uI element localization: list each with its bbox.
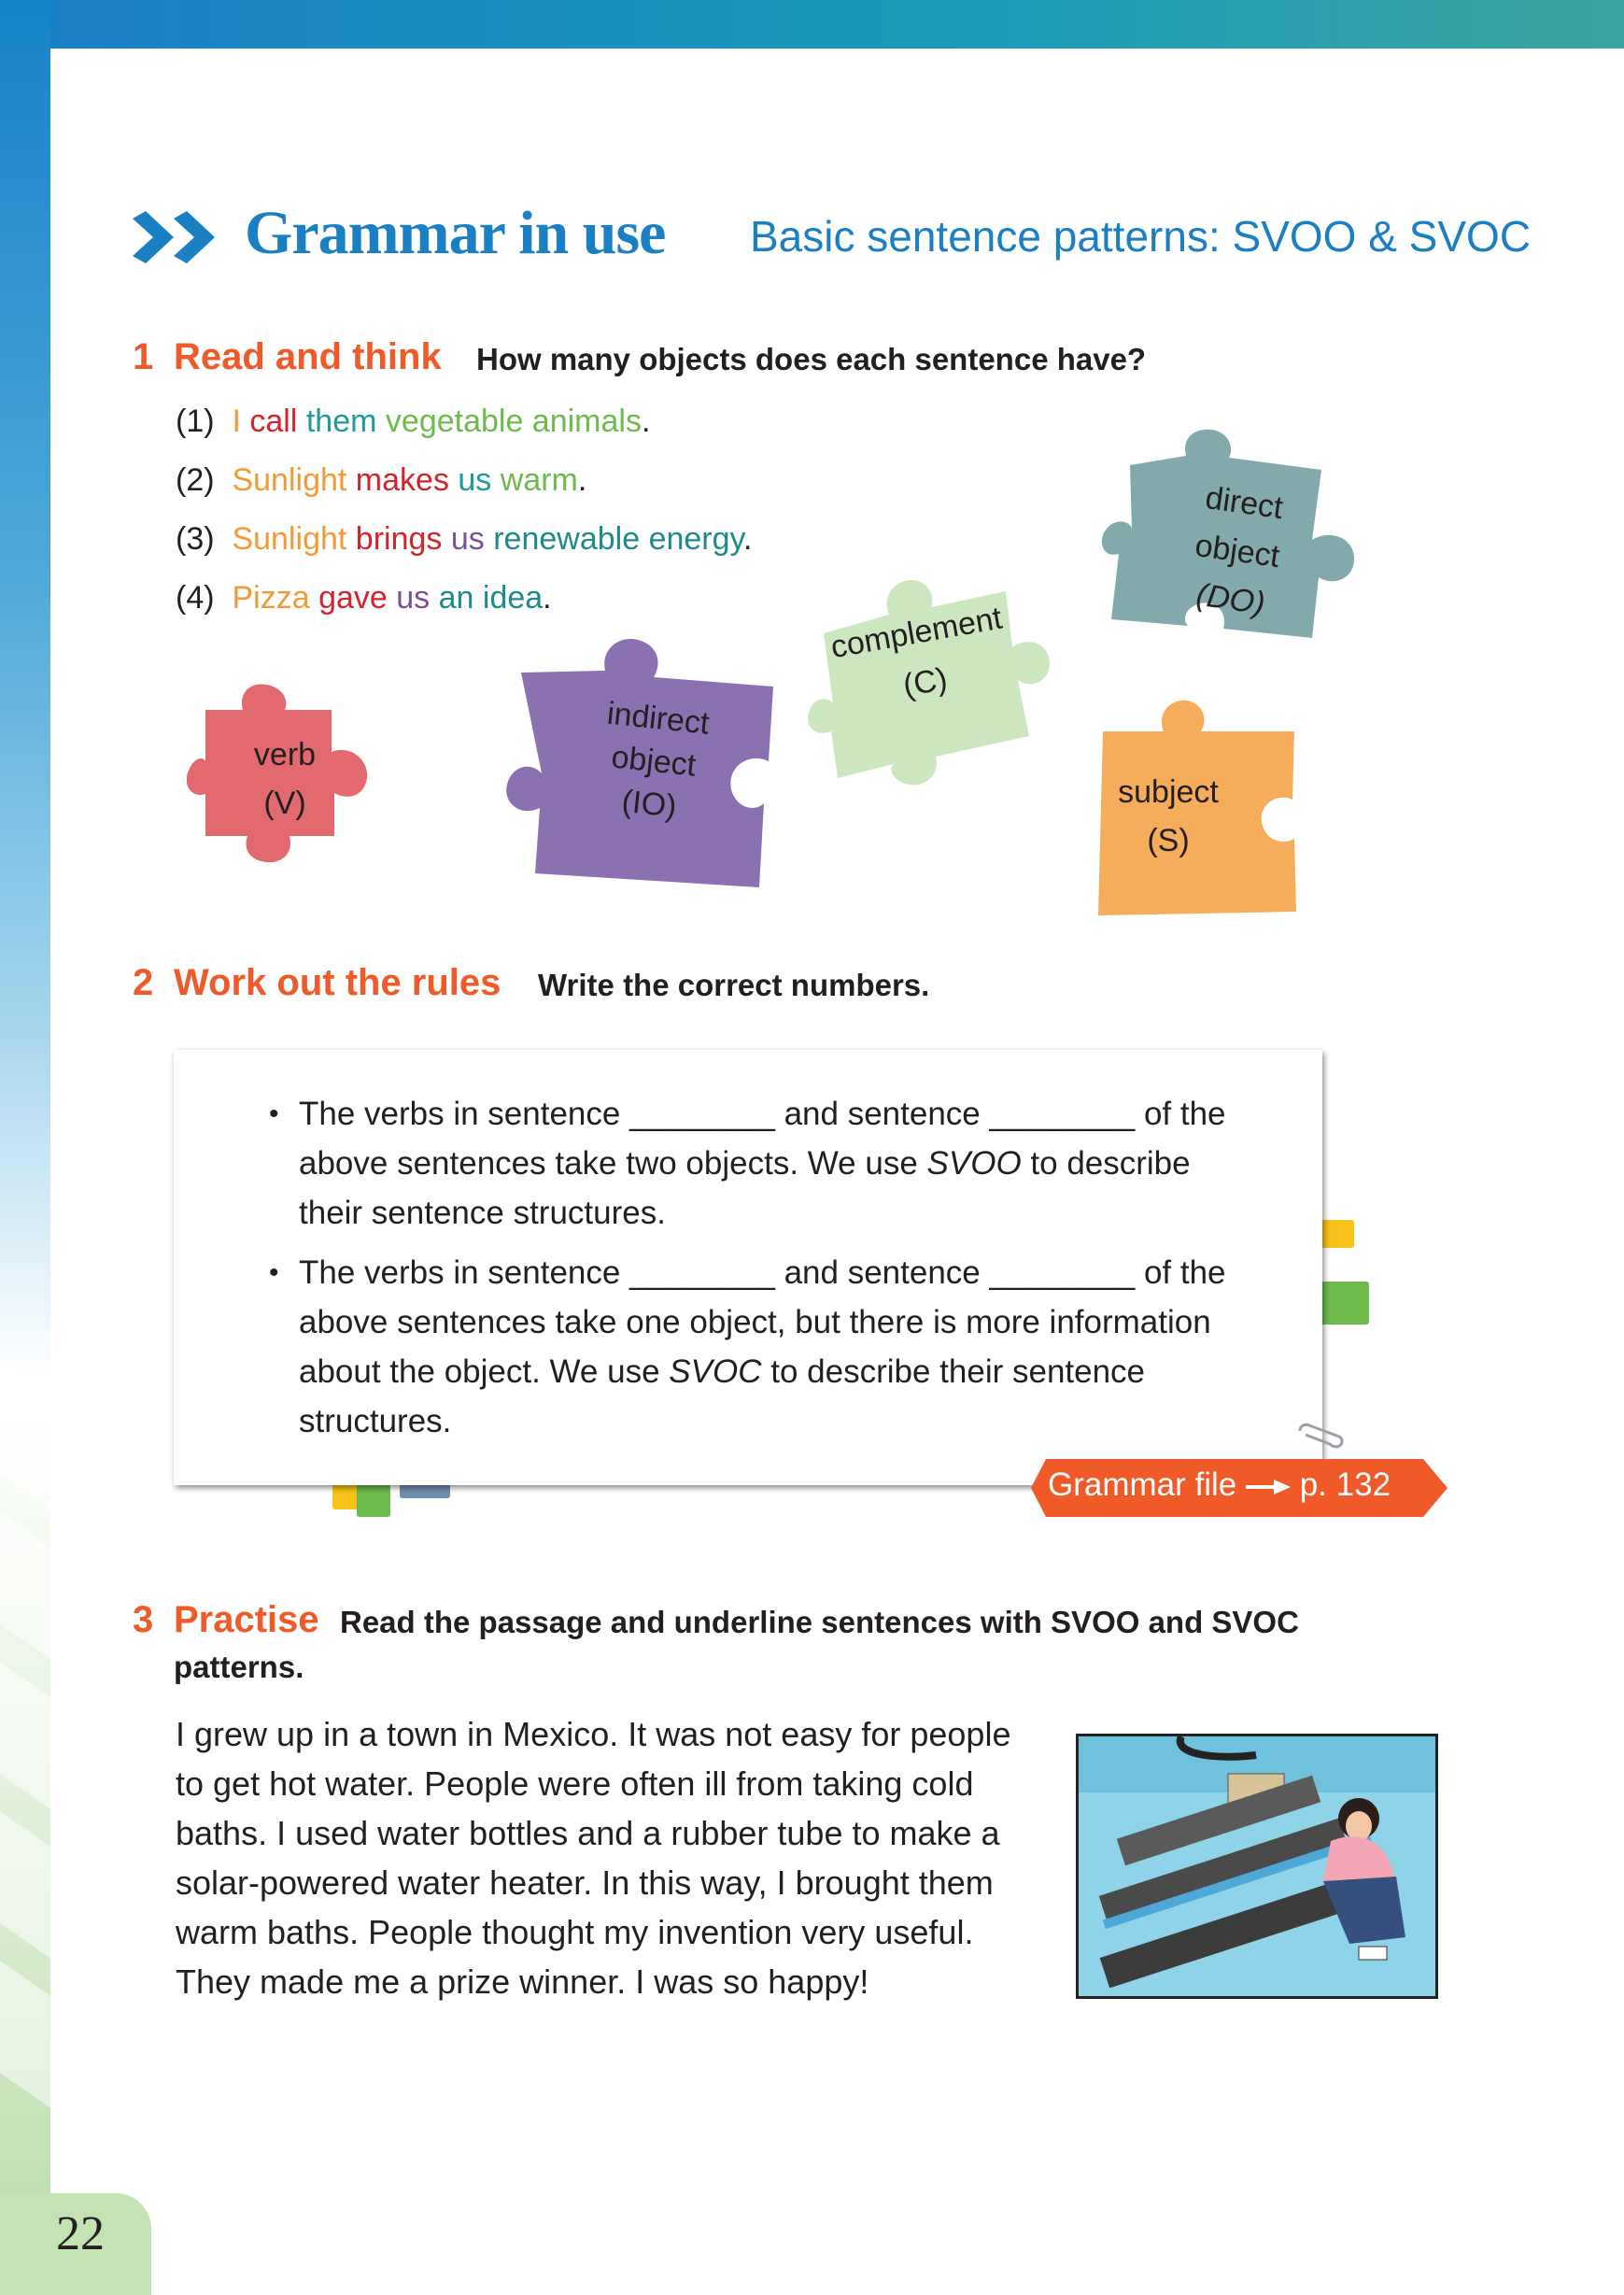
section-2-instruction: Write the correct numbers.: [538, 968, 930, 1002]
direct-object-word: renewable energy: [493, 521, 744, 557]
solar-heater-illustration: [1076, 1734, 1438, 1999]
decor-stripe: [0, 1363, 56, 1514]
indirect-object-word: us: [396, 580, 431, 616]
section-3-number: 3: [133, 1599, 154, 1640]
grammar-file-page[interactable]: p. 132: [1299, 1466, 1391, 1503]
sentence-1: [176, 404, 650, 440]
bullet-dot: •: [269, 1257, 279, 1288]
page-number: 22: [56, 2207, 105, 2260]
passage-line: warm baths. People thought my invention very useful.: [176, 1913, 974, 1951]
subject-word: Sunlight: [232, 462, 347, 498]
passage-line: to get hot water. People were often ill from taking cold: [176, 1764, 974, 1803]
answer-blank[interactable]: ________: [989, 1254, 1136, 1291]
double-chevron-icon: [133, 211, 220, 263]
section-3-instruction-cont: patterns.: [174, 1650, 304, 1684]
rule-term: SVOO: [926, 1145, 1022, 1182]
page-title: Grammar in use: [245, 199, 666, 267]
grammar-file-label[interactable]: Grammar file: [1048, 1466, 1237, 1503]
sentence-number: (4): [176, 580, 215, 616]
rule-text: about the object. We use: [299, 1353, 660, 1390]
rule-term: SVOC: [669, 1353, 762, 1390]
complement-word: vegetable animals: [385, 404, 642, 439]
rule-1: [299, 1089, 1289, 1238]
section-2-heading: Work out the rules: [174, 962, 501, 1003]
decor-tab-green: [357, 1483, 390, 1517]
verb-word: call: [249, 404, 298, 439]
direct-object-piece-label: [1158, 469, 1317, 632]
rule-text: and sentence: [784, 1096, 981, 1132]
rule-text: to describe their sentence: [770, 1353, 1146, 1390]
page-subtitle: Basic sentence patterns: SVOO & SVOC: [750, 212, 1532, 261]
period: .: [543, 580, 552, 616]
rule-text: The verbs in sentence: [299, 1096, 621, 1132]
subject-word: Pizza: [232, 580, 310, 616]
passage: [176, 1709, 1053, 2006]
decor-stripe: [0, 1811, 56, 1962]
sentence-4: [176, 580, 552, 616]
rule-text: structures.: [299, 1403, 452, 1439]
sentence-2: [176, 462, 586, 499]
section-2-number: 2: [133, 962, 154, 1003]
decor-stripe: [0, 1662, 56, 1813]
piece-line: indirect: [605, 695, 712, 742]
piece-line: (C): [900, 660, 951, 704]
piece-line: (IO): [620, 783, 679, 825]
piece-line: direct: [1203, 479, 1286, 527]
section-1-heading: Read and think: [174, 336, 442, 377]
rule-text: their sentence structures.: [299, 1195, 666, 1231]
subject-word: I: [232, 404, 241, 439]
section-1-number: 1: [133, 336, 154, 377]
answer-blank[interactable]: ________: [989, 1096, 1136, 1132]
period: .: [743, 521, 753, 557]
rule-text: of the: [1143, 1096, 1226, 1132]
period: .: [641, 404, 651, 439]
subject-word: Sunlight: [232, 521, 347, 557]
piece-line: object: [609, 739, 699, 784]
piece-line: subject: [1118, 774, 1219, 810]
direct-object-word: an idea: [438, 580, 544, 616]
indirect-object-word: us: [450, 521, 485, 557]
complement-word: warm: [500, 462, 578, 498]
passage-line: They made me a prize winner. I was so happy!: [176, 1962, 869, 2001]
rule-text: The verbs in sentence: [299, 1254, 621, 1291]
section-3-heading: Practise: [174, 1599, 319, 1640]
sentence-number: (1): [176, 404, 215, 439]
sentence-number: (2): [176, 462, 215, 498]
passage-line: I grew up in a town in Mexico. It was not easy for people: [176, 1715, 1011, 1753]
answer-blank[interactable]: ________: [629, 1096, 775, 1132]
verb-word: brings: [355, 521, 443, 557]
piece-line: (S): [1147, 823, 1190, 858]
section-1-instruction: How many objects does each sentence have?: [476, 342, 1147, 376]
paperclip-icon: [1296, 1422, 1345, 1450]
rule-text: and sentence: [784, 1254, 981, 1291]
piece-line: object: [1193, 527, 1282, 575]
piece-line: (V): [263, 786, 306, 821]
object-word: them: [305, 404, 377, 439]
bullet-dot: •: [269, 1098, 279, 1129]
section-3-instruction: Read the passage and underline sentences with SVOO and SVOC: [340, 1605, 1299, 1639]
girl-with-heater-image: [1079, 1736, 1435, 1996]
sentence-3: [176, 521, 752, 558]
rule-text: above sentences take two objects. We use: [299, 1145, 918, 1182]
period: .: [577, 462, 587, 498]
piece-line: complement: [827, 600, 1005, 666]
passage-line: baths. I used water bottles and a rubber tube to make a: [176, 1814, 1000, 1852]
decor-stripe: [0, 1512, 56, 1664]
decor-stripe: [0, 1961, 56, 2112]
indirect-object-piece-label: [563, 688, 743, 834]
sentence-number: (3): [176, 521, 215, 557]
grammar-file-link[interactable]: [1048, 1466, 1391, 1504]
rule-text: of the: [1143, 1254, 1226, 1291]
object-word: us: [458, 462, 492, 498]
left-gradient-bar: [0, 0, 50, 2295]
passage-line: solar-powered water heater. In this way, I brought them: [176, 1863, 994, 1902]
verb-word: gave: [318, 580, 388, 616]
arrow-right-icon: [1246, 1478, 1291, 1496]
answer-blank[interactable]: ________: [629, 1254, 775, 1291]
top-banner: [0, 0, 1624, 49]
rule-text: above sentences take one object, but there is more information: [299, 1304, 1211, 1340]
rule-text: to describe: [1030, 1145, 1191, 1182]
decor-tab-green: [1315, 1282, 1369, 1325]
rule-2: [299, 1248, 1289, 1446]
verb-word: makes: [355, 462, 449, 498]
subject-piece-label: [1098, 768, 1238, 865]
piece-line: verb: [253, 737, 317, 772]
verb-piece-label: [224, 730, 346, 828]
piece-line: (DO): [1193, 576, 1267, 622]
